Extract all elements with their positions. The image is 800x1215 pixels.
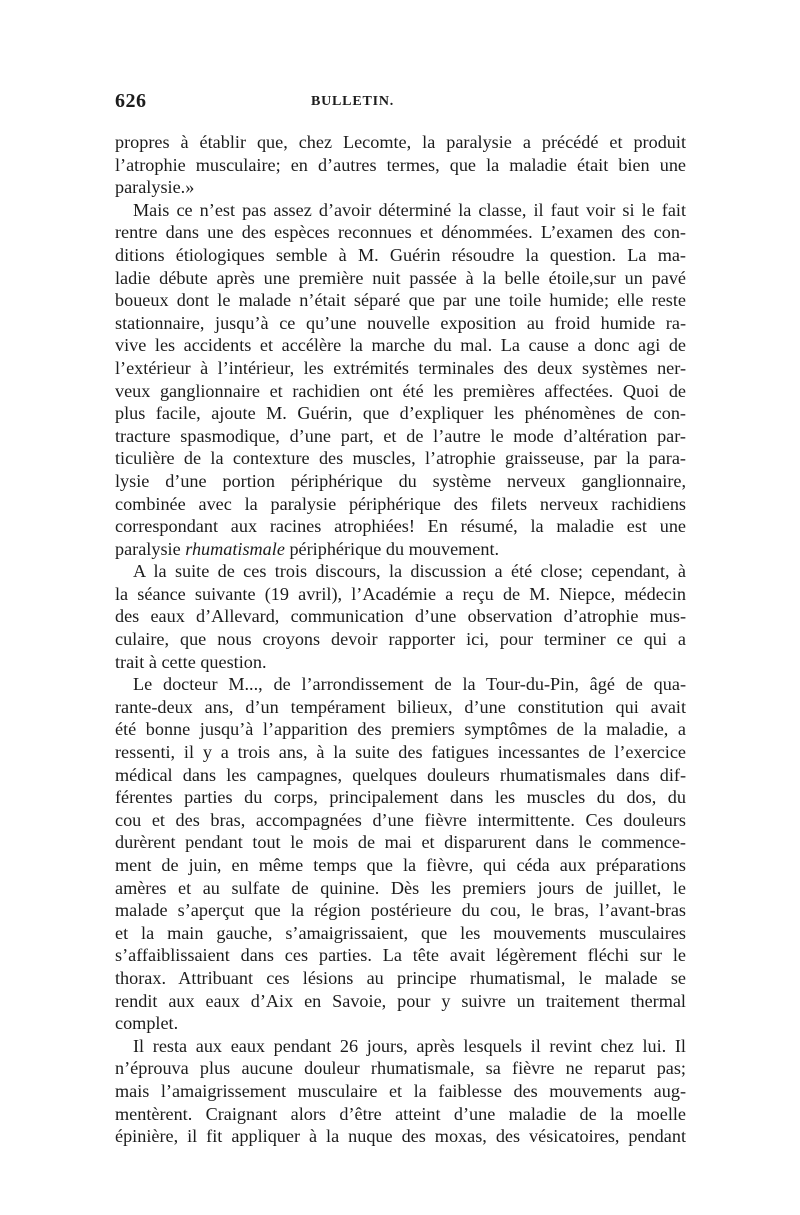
text-line (115, 538, 686, 561)
text-line: rante-deux ans, d’un tempérament bilieux, d’une constitution qui avait (115, 696, 686, 717)
text-line: ment de juin, en même temps que la fièvre, qui céda aux préparations (115, 855, 686, 875)
text-line: la séance suivante (19 avril), l’Académie a reçu de M. Niepce, médecin (115, 583, 686, 604)
text-line: paralysie.» (115, 177, 195, 198)
text-run: périphérique du mouvement. (284, 538, 500, 559)
text-line: mais l’amaigrissement musculaire et la faiblesse des mouvements aug- (115, 1080, 686, 1101)
text-line: rendit aux eaux d’Aix en Savoie, pour y suivre un traitement thermal (115, 990, 686, 1011)
paragraph (115, 673, 686, 1035)
text-line: Le docteur M..., de l’arrondissement de la Tour-du-Pin, âgé de qua- (133, 674, 686, 695)
text-line: mentèrent. Craignant alors d’être atteint d’une maladie de la moelle (115, 1103, 686, 1124)
text-line: veux ganglionnaire et rachidien ont été les premières affectées. Quoi de (115, 380, 686, 401)
text-line: malade s’aperçut que la région postérieure du cou, le bras, l’avant-bras (115, 900, 686, 921)
text-line: ladie débute après une première nuit passée à la belle étoile,sur un pavé (115, 267, 686, 288)
text-line: ditions étiologiques semble à M. Guérin résoudre la question. La ma- (115, 244, 686, 265)
text-line: A la suite de ces trois discours, la discussion a été close; cependant, à (133, 561, 686, 582)
text-line: lysie d’une portion périphérique du système nerveux ganglionnaire, (115, 470, 686, 491)
text-line: culaire, que nous croyons devoir rapporter ici, pour terminer ce qui a (115, 629, 686, 650)
text-line: s’affaiblissaient dans ces parties. La tête avait légèrement fléchi sur le (115, 945, 686, 966)
text-line: Il resta aux eaux pendant 26 jours, après lesquels il revint chez lui. Il (133, 1035, 686, 1056)
text-line: été bonne jusqu’à l’apparition des premiers symptômes de la maladie, a (115, 719, 686, 740)
text-line: ressenti, il y a trois ans, à la suite des fatigues incessantes de l’exercice (115, 742, 686, 763)
text-line: complet. (115, 1013, 179, 1034)
text-line: combinée avec la paralysie périphérique des filets nerveux rachidiens (115, 493, 686, 514)
text-line: l’extérieur à l’intérieur, les extrémités terminales des deux systèmes ner- (115, 357, 686, 378)
text-line: l’atrophie musculaire; en d’autres termes, que la maladie était bien une (115, 154, 686, 175)
page-header (115, 90, 685, 120)
paragraph (115, 1035, 686, 1148)
text-line: plus facile, ajoute M. Guérin, que d’expliquer les phénomènes de con- (115, 403, 686, 424)
text-line: vive les accidents et accélère la marche du mal. La cause a donc agi de (115, 335, 686, 356)
text-line: épinière, il fit appliquer à la nuque des moxas, des vésicatoires, pendant (115, 1126, 686, 1147)
text-line: Mais ce n’est pas assez d’avoir déterminé la classe, il faut voir si le fait (133, 199, 686, 220)
italic-term: rhumatismale (185, 538, 285, 559)
text-line: et la main gauche, s’amaigrissaient, que les mouvements musculaires (115, 922, 686, 943)
paragraph (115, 199, 686, 561)
text-line: médical dans les campagnes, quelques douleurs rhumatismales dans dif- (115, 764, 686, 785)
text-line: thorax. Attribuant ces lésions au principe rhumatismal, le malade se (115, 967, 686, 988)
text-line: rentre dans une des espèces reconnues et dénommées. L’examen des con- (115, 222, 686, 243)
text-line: propres à établir que, chez Lecomte, la paralysie a précédé et produit (115, 132, 686, 152)
running-head: BULLETIN. (311, 94, 395, 109)
text-line: correspondant aux racines atrophiées! En résumé, la maladie est une (115, 516, 686, 537)
paragraph (115, 131, 686, 199)
text-line: férentes parties du corps, principalement dans les muscles du dos, du (115, 787, 686, 808)
text-line: ticulière de la contexture des muscles, l’atrophie graisseuse, par la para- (115, 448, 686, 469)
text-line: trait à cette question. (115, 651, 267, 672)
text-line: cou et des bras, accompagnées d’une fièvre intermittente. Ces douleurs (115, 809, 686, 830)
text-line: des eaux d’Allevard, communication d’une observation d’atrophie mus- (115, 606, 686, 627)
page-number: 626 (115, 90, 147, 112)
text-line: amères et au sulfate de quinine. Dès les premiers jours de juillet, le (115, 877, 686, 898)
body-text (115, 131, 686, 1148)
text-line: stationnaire, jusqu’à ce qu’une nouvelle exposition au froid humide ra- (115, 312, 686, 333)
paragraph (115, 560, 686, 673)
text-line: durèrent pendant tout le mois de mai et disparurent dans le commence- (115, 832, 686, 853)
text-line: tracture spasmodique, d’une part, et de l’autre le mode d’altération par- (115, 425, 686, 446)
text-line: n’éprouva plus aucune douleur rhumatismale, sa fièvre ne reparut pas; (115, 1058, 686, 1079)
text-line: boueux dont le malade n’était séparé que par une toile humide; elle reste (115, 290, 686, 311)
text-run: paralysie (115, 538, 186, 559)
